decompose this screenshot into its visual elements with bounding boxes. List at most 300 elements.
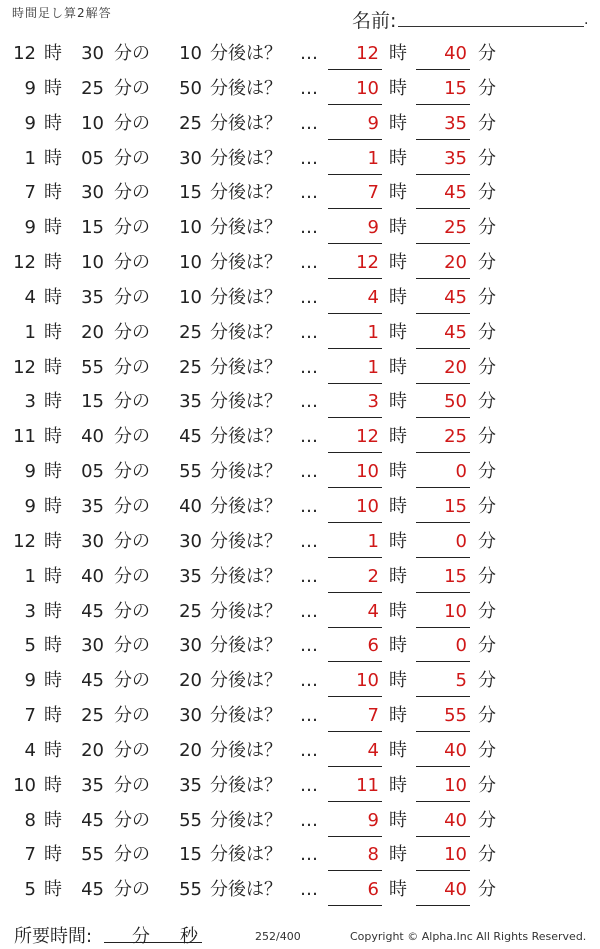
answer-hour-blank[interactable] — [328, 243, 382, 244]
problem-row — [0, 176, 600, 211]
problem-list — [0, 37, 600, 908]
answer-minute: 15 — [444, 77, 467, 99]
answer-minute-blank[interactable] — [416, 417, 470, 418]
answer-hour-unit: 時 — [389, 356, 407, 378]
ellipsis: … — [300, 182, 318, 204]
answer-hour: 11 — [356, 774, 379, 796]
start-minute: 05 — [81, 147, 104, 169]
start-hour: 9 — [24, 217, 36, 239]
added-minutes: 10 — [179, 252, 202, 274]
added-minutes: 25 — [179, 321, 202, 343]
answer-minute: 15 — [444, 565, 467, 587]
added-minutes: 10 — [179, 43, 202, 64]
answer-minute: 35 — [444, 147, 467, 169]
problem-row — [0, 490, 600, 525]
ellipsis: … — [300, 844, 318, 866]
start-minute: 30 — [81, 182, 104, 204]
page-number: 252/400 — [255, 930, 301, 943]
answer-minute-blank[interactable] — [416, 801, 470, 802]
start-minute: 40 — [81, 565, 104, 587]
problem-row — [0, 37, 600, 72]
answer-hour-blank[interactable] — [328, 69, 382, 70]
start-hour: 7 — [24, 705, 36, 727]
problem-row — [0, 455, 600, 490]
problem-row — [0, 107, 600, 142]
after-question-label: 分後は？ — [210, 391, 282, 413]
answer-hour: 2 — [367, 565, 379, 587]
start-minute: 30 — [81, 530, 104, 552]
start-hour: 9 — [24, 461, 36, 483]
answer-minute-unit: 分 — [478, 182, 496, 204]
start-minute: 45 — [81, 600, 104, 622]
problem-row — [0, 595, 600, 630]
answer-hour-unit: 時 — [389, 774, 407, 796]
problem-row — [0, 769, 600, 804]
hour-unit: 時 — [44, 252, 62, 274]
start-hour: 12 — [13, 43, 36, 64]
hour-unit: 時 — [44, 217, 62, 239]
answer-minute: 45 — [444, 321, 467, 343]
minute-of-label: 分の — [114, 461, 150, 483]
answer-minute-blank[interactable] — [416, 313, 470, 314]
after-question-label: 分後は？ — [210, 670, 282, 692]
answer-minute-blank[interactable] — [416, 348, 470, 349]
start-hour: 4 — [24, 739, 36, 761]
answer-hour-unit: 時 — [389, 705, 407, 727]
answer-hour-blank[interactable] — [328, 417, 382, 418]
start-hour: 9 — [24, 495, 36, 517]
answer-hour-blank[interactable] — [328, 661, 382, 662]
answer-hour-blank[interactable] — [328, 766, 382, 767]
after-question-label: 分後は？ — [210, 252, 282, 274]
ellipsis: … — [300, 426, 318, 448]
answer-minute-unit: 分 — [478, 43, 496, 64]
minute-of-label: 分の — [114, 844, 150, 866]
minute-of-label: 分の — [114, 635, 150, 657]
answer-hour-unit: 時 — [389, 43, 407, 64]
start-minute: 10 — [81, 112, 104, 134]
answer-hour-blank[interactable] — [328, 592, 382, 593]
answer-minute-blank[interactable] — [416, 522, 470, 523]
start-hour: 4 — [24, 286, 36, 308]
minute-of-label: 分の — [114, 600, 150, 622]
after-question-label: 分後は？ — [210, 43, 282, 64]
added-minutes: 55 — [179, 809, 202, 831]
start-hour: 7 — [24, 182, 36, 204]
answer-minute: 40 — [444, 739, 467, 761]
answer-hour-blank[interactable] — [328, 696, 382, 697]
answer-minute: 25 — [444, 217, 467, 239]
answer-hour-unit: 時 — [389, 600, 407, 622]
answer-minute-blank[interactable] — [416, 104, 470, 105]
start-hour: 1 — [24, 565, 36, 587]
answer-minute-blank[interactable] — [416, 383, 470, 384]
answer-hour-blank[interactable] — [328, 278, 382, 279]
answer-hour-unit: 時 — [389, 147, 407, 169]
answer-minute-unit: 分 — [478, 705, 496, 727]
answer-minute-blank[interactable] — [416, 208, 470, 209]
start-hour: 12 — [13, 356, 36, 378]
answer-minute: 20 — [444, 252, 467, 274]
ellipsis: … — [300, 391, 318, 413]
problem-row — [0, 525, 600, 560]
answer-hour-blank[interactable] — [328, 557, 382, 558]
answer-hour: 4 — [367, 739, 379, 761]
added-minutes: 55 — [179, 461, 202, 483]
answer-minute-unit: 分 — [478, 565, 496, 587]
minute-of-label: 分の — [114, 565, 150, 587]
minute-of-label: 分の — [114, 879, 150, 901]
answer-minute-blank[interactable] — [416, 766, 470, 767]
ellipsis: … — [300, 77, 318, 99]
problem-row — [0, 560, 600, 595]
hour-unit: 時 — [44, 182, 62, 204]
problem-row — [0, 142, 600, 177]
answer-hour-unit: 時 — [389, 182, 407, 204]
answer-hour-unit: 時 — [389, 739, 407, 761]
answer-minute-blank[interactable] — [416, 627, 470, 628]
answer-minute-unit: 分 — [478, 774, 496, 796]
answer-hour: 9 — [367, 217, 379, 239]
start-hour: 9 — [24, 112, 36, 134]
hour-unit: 時 — [44, 426, 62, 448]
ellipsis: … — [300, 147, 318, 169]
minute-of-label: 分の — [114, 147, 150, 169]
answer-hour-unit: 時 — [389, 321, 407, 343]
answer-minute-unit: 分 — [478, 809, 496, 831]
answer-minute: 20 — [444, 356, 467, 378]
added-minutes: 40 — [179, 495, 202, 517]
hour-unit: 時 — [44, 600, 62, 622]
after-question-label: 分後は？ — [210, 461, 282, 483]
minute-of-label: 分の — [114, 391, 150, 413]
hour-unit: 時 — [44, 356, 62, 378]
start-minute: 15 — [81, 217, 104, 239]
minute-of-label: 分の — [114, 112, 150, 134]
start-minute: 55 — [81, 356, 104, 378]
start-hour: 8 — [24, 809, 36, 831]
after-question-label: 分後は？ — [210, 635, 282, 657]
answer-minute-blank[interactable] — [416, 696, 470, 697]
added-minutes: 30 — [179, 147, 202, 169]
name-field-end: . — [584, 12, 589, 28]
answer-minute-unit: 分 — [478, 252, 496, 274]
answer-hour-blank[interactable] — [328, 627, 382, 628]
added-minutes: 10 — [179, 217, 202, 239]
problem-row — [0, 629, 600, 664]
time-required-seconds-unit: 秒 — [180, 926, 198, 947]
answer-minute: 55 — [444, 705, 467, 727]
answer-minute-unit: 分 — [478, 739, 496, 761]
added-minutes: 30 — [179, 705, 202, 727]
minute-of-label: 分の — [114, 739, 150, 761]
copyright: Copyright © Alpha.Inc All Rights Reserved. — [350, 930, 587, 943]
added-minutes: 55 — [179, 879, 202, 901]
ellipsis: … — [300, 739, 318, 761]
problem-row — [0, 734, 600, 769]
answer-minute-blank[interactable] — [416, 661, 470, 662]
ellipsis: … — [300, 321, 318, 343]
hour-unit: 時 — [44, 774, 62, 796]
answer-hour: 12 — [356, 43, 379, 64]
ellipsis: … — [300, 356, 318, 378]
start-minute: 05 — [81, 461, 104, 483]
answer-hour: 1 — [367, 356, 379, 378]
answer-hour: 10 — [356, 461, 379, 483]
answer-minute-unit: 分 — [478, 391, 496, 413]
answer-minute: 35 — [444, 112, 467, 134]
added-minutes: 30 — [179, 635, 202, 657]
answer-minute: 40 — [444, 879, 467, 901]
answer-hour-blank[interactable] — [328, 348, 382, 349]
hour-unit: 時 — [44, 495, 62, 517]
answer-minute-blank[interactable] — [416, 836, 470, 837]
hour-unit: 時 — [44, 530, 62, 552]
added-minutes: 25 — [179, 356, 202, 378]
time-required-minutes-unit: 分 — [132, 926, 150, 947]
minute-of-label: 分の — [114, 530, 150, 552]
ellipsis: … — [300, 252, 318, 274]
minute-of-label: 分の — [114, 252, 150, 274]
start-minute: 25 — [81, 77, 104, 99]
answer-hour-blank[interactable] — [328, 731, 382, 732]
ellipsis: … — [300, 670, 318, 692]
answer-hour: 1 — [367, 530, 379, 552]
ellipsis: … — [300, 809, 318, 831]
problem-row — [0, 664, 600, 699]
after-question-label: 分後は？ — [210, 774, 282, 796]
answer-hour-unit: 時 — [389, 809, 407, 831]
hour-unit: 時 — [44, 461, 62, 483]
answer-hour-blank[interactable] — [328, 104, 382, 105]
answer-hour: 7 — [367, 182, 379, 204]
answer-hour-blank[interactable] — [328, 174, 382, 175]
ellipsis: … — [300, 495, 318, 517]
answer-minute-blank[interactable] — [416, 905, 470, 906]
answer-minute: 45 — [444, 286, 467, 308]
answer-minute-unit: 分 — [478, 286, 496, 308]
ellipsis: … — [300, 565, 318, 587]
after-question-label: 分後は？ — [210, 739, 282, 761]
after-question-label: 分後は？ — [210, 426, 282, 448]
after-question-label: 分後は？ — [210, 321, 282, 343]
hour-unit: 時 — [44, 565, 62, 587]
after-question-label: 分後は？ — [210, 112, 282, 134]
answer-minute-unit: 分 — [478, 356, 496, 378]
answer-minute: 40 — [444, 43, 467, 64]
ellipsis: … — [300, 705, 318, 727]
start-minute: 25 — [81, 705, 104, 727]
hour-unit: 時 — [44, 844, 62, 866]
start-hour: 10 — [13, 774, 36, 796]
answer-minute-unit: 分 — [478, 844, 496, 866]
added-minutes: 15 — [179, 182, 202, 204]
answer-minute-unit: 分 — [478, 112, 496, 134]
answer-hour-unit: 時 — [389, 217, 407, 239]
after-question-label: 分後は？ — [210, 600, 282, 622]
answer-hour: 12 — [356, 252, 379, 274]
start-hour: 12 — [13, 530, 36, 552]
answer-minute-blank[interactable] — [416, 278, 470, 279]
answer-minute: 45 — [444, 182, 467, 204]
ellipsis: … — [300, 461, 318, 483]
answer-hour-blank[interactable] — [328, 870, 382, 871]
problem-row — [0, 873, 600, 908]
minute-of-label: 分の — [114, 809, 150, 831]
added-minutes: 20 — [179, 739, 202, 761]
answer-hour-unit: 時 — [389, 635, 407, 657]
answer-hour-unit: 時 — [389, 426, 407, 448]
ellipsis: … — [300, 286, 318, 308]
minute-of-label: 分の — [114, 217, 150, 239]
start-hour: 3 — [24, 391, 36, 413]
answer-minute: 25 — [444, 426, 467, 448]
start-hour: 9 — [24, 670, 36, 692]
problem-row — [0, 351, 600, 386]
answer-hour: 10 — [356, 670, 379, 692]
answer-minute-blank[interactable] — [416, 452, 470, 453]
start-hour: 1 — [24, 321, 36, 343]
hour-unit: 時 — [44, 321, 62, 343]
answer-hour-unit: 時 — [389, 77, 407, 99]
answer-minute-blank[interactable] — [416, 69, 470, 70]
answer-minute-blank[interactable] — [416, 870, 470, 871]
answer-minute-blank[interactable] — [416, 731, 470, 732]
hour-unit: 時 — [44, 670, 62, 692]
answer-hour-unit: 時 — [389, 670, 407, 692]
answer-hour-unit: 時 — [389, 844, 407, 866]
answer-minute-blank[interactable] — [416, 487, 470, 488]
answer-hour: 4 — [367, 600, 379, 622]
answer-hour-unit: 時 — [389, 461, 407, 483]
answer-minute: 15 — [444, 495, 467, 517]
after-question-label: 分後は？ — [210, 77, 282, 99]
answer-hour: 6 — [367, 879, 379, 901]
answer-minute-blank[interactable] — [416, 174, 470, 175]
hour-unit: 時 — [44, 739, 62, 761]
answer-minute-blank[interactable] — [416, 243, 470, 244]
answer-hour: 3 — [367, 391, 379, 413]
answer-minute: 0 — [455, 530, 467, 552]
start-hour: 9 — [24, 77, 36, 99]
answer-hour-blank[interactable] — [328, 522, 382, 523]
added-minutes: 35 — [179, 774, 202, 796]
after-question-label: 分後は？ — [210, 147, 282, 169]
answer-hour-blank[interactable] — [328, 801, 382, 802]
ellipsis: … — [300, 112, 318, 134]
added-minutes: 10 — [179, 286, 202, 308]
after-question-label: 分後は？ — [210, 286, 282, 308]
start-minute: 35 — [81, 774, 104, 796]
minute-of-label: 分の — [114, 43, 150, 64]
answer-minute-unit: 分 — [478, 147, 496, 169]
answer-hour: 1 — [367, 321, 379, 343]
answer-minute-unit: 分 — [478, 77, 496, 99]
ellipsis: … — [300, 774, 318, 796]
answer-minute-unit: 分 — [478, 879, 496, 901]
answer-minute-unit: 分 — [478, 461, 496, 483]
answer-hour-blank[interactable] — [328, 452, 382, 453]
answer-hour-blank[interactable] — [328, 313, 382, 314]
answer-minute-unit: 分 — [478, 321, 496, 343]
answer-minute-unit: 分 — [478, 217, 496, 239]
after-question-label: 分後は？ — [210, 705, 282, 727]
problem-row — [0, 699, 600, 734]
hour-unit: 時 — [44, 286, 62, 308]
start-hour: 12 — [13, 252, 36, 274]
start-minute: 10 — [81, 252, 104, 274]
added-minutes: 20 — [179, 670, 202, 692]
answer-hour-blank[interactable] — [328, 487, 382, 488]
after-question-label: 分後は？ — [210, 530, 282, 552]
name-field-line[interactable] — [398, 26, 584, 27]
start-minute: 30 — [81, 43, 104, 64]
start-minute: 35 — [81, 495, 104, 517]
after-question-label: 分後は？ — [210, 844, 282, 866]
start-hour: 5 — [24, 879, 36, 901]
hour-unit: 時 — [44, 705, 62, 727]
ellipsis: … — [300, 530, 318, 552]
problem-row — [0, 420, 600, 455]
answer-hour: 10 — [356, 495, 379, 517]
answer-hour-unit: 時 — [389, 391, 407, 413]
minute-of-label: 分の — [114, 77, 150, 99]
hour-unit: 時 — [44, 112, 62, 134]
answer-minute-blank[interactable] — [416, 139, 470, 140]
ellipsis: … — [300, 879, 318, 901]
start-hour: 11 — [13, 426, 36, 448]
problem-row — [0, 72, 600, 107]
after-question-label: 分後は？ — [210, 565, 282, 587]
answer-minute-blank[interactable] — [416, 557, 470, 558]
answer-hour: 12 — [356, 426, 379, 448]
answer-hour-unit: 時 — [389, 495, 407, 517]
answer-hour-unit: 時 — [389, 530, 407, 552]
name-label: 名前: — [352, 10, 397, 32]
answer-minute: 10 — [444, 774, 467, 796]
minute-of-label: 分の — [114, 705, 150, 727]
ellipsis: … — [300, 217, 318, 239]
time-required-label: 所要時間: — [14, 926, 93, 947]
start-minute: 55 — [81, 844, 104, 866]
after-question-label: 分後は？ — [210, 217, 282, 239]
added-minutes: 15 — [179, 844, 202, 866]
start-minute: 45 — [81, 670, 104, 692]
after-question-label: 分後は？ — [210, 356, 282, 378]
added-minutes: 50 — [179, 77, 202, 99]
minute-of-label: 分の — [114, 286, 150, 308]
minute-of-label: 分の — [114, 670, 150, 692]
answer-hour: 6 — [367, 635, 379, 657]
worksheet-title: 時間足し算2解答 — [12, 6, 112, 20]
answer-hour-blank[interactable] — [328, 905, 382, 906]
answer-hour-blank[interactable] — [328, 836, 382, 837]
minute-of-label: 分の — [114, 321, 150, 343]
minute-of-label: 分の — [114, 356, 150, 378]
answer-hour: 9 — [367, 809, 379, 831]
hour-unit: 時 — [44, 809, 62, 831]
answer-hour: 10 — [356, 77, 379, 99]
answer-hour-blank[interactable] — [328, 383, 382, 384]
answer-hour-blank[interactable] — [328, 139, 382, 140]
answer-minute: 0 — [455, 461, 467, 483]
hour-unit: 時 — [44, 43, 62, 64]
answer-hour-unit: 時 — [389, 286, 407, 308]
answer-minute-blank[interactable] — [416, 592, 470, 593]
answer-hour-blank[interactable] — [328, 208, 382, 209]
hour-unit: 時 — [44, 391, 62, 413]
start-hour: 5 — [24, 635, 36, 657]
